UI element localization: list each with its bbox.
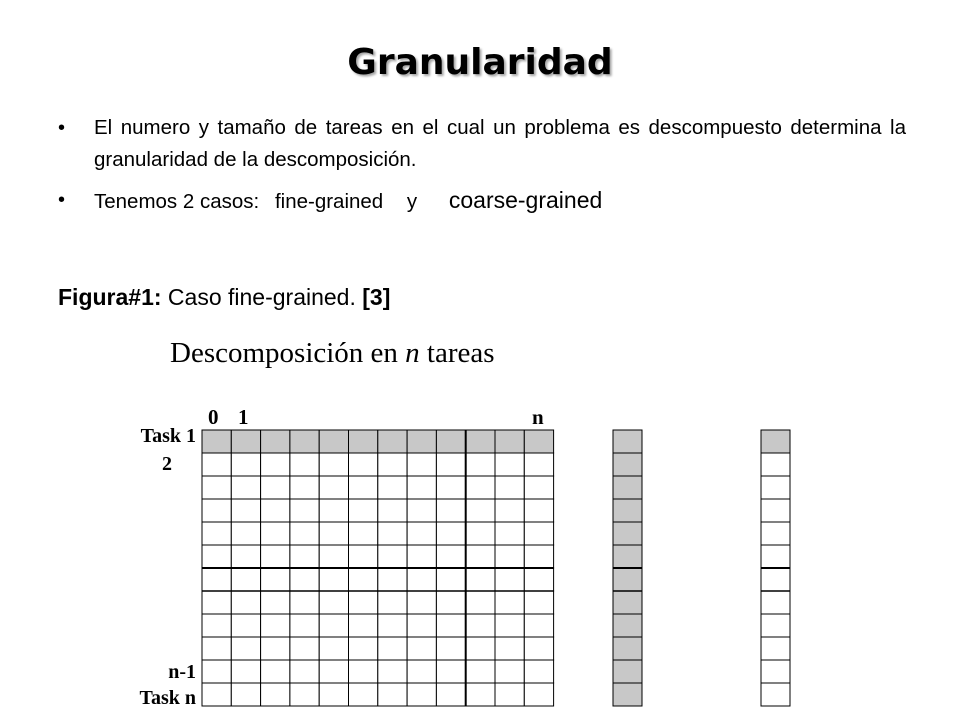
grid-cell: [261, 614, 290, 637]
grid-cell: [524, 591, 553, 614]
grid-cell: [495, 545, 524, 568]
grid-cell: [436, 637, 465, 660]
grid-cell: [290, 476, 319, 499]
column-cell: [761, 453, 790, 476]
col-label-0: 0: [208, 405, 219, 429]
figure-heading-prefix: Descomposición en: [170, 337, 406, 369]
case-fine-grained: fine-grained: [274, 190, 384, 213]
grid-cell: [436, 683, 465, 706]
grid-cell: [319, 637, 348, 660]
grid-cell: [436, 545, 465, 568]
grid-cell: [290, 499, 319, 522]
bullet-cases: [58, 184, 906, 218]
grid-cell: [319, 476, 348, 499]
grid-cell: [231, 660, 260, 683]
figure-caption: [58, 284, 390, 311]
grid-cell: [378, 660, 407, 683]
grid-cell: [349, 683, 378, 706]
grid-cell: [495, 453, 524, 476]
grid-cell: [319, 453, 348, 476]
grid-cell: [349, 453, 378, 476]
grid-cell: [290, 568, 319, 591]
grid-cell: [524, 545, 553, 568]
grid-cell: [524, 476, 553, 499]
grid-cell: [466, 683, 495, 706]
grid-cell: [466, 453, 495, 476]
grid-cell: [290, 430, 319, 453]
bullet-list: [58, 112, 906, 226]
grid-cell: [202, 545, 231, 568]
grid-cell: [407, 545, 436, 568]
grid-cell: [290, 545, 319, 568]
grid-cell: [407, 637, 436, 660]
column-cell: [613, 476, 642, 499]
grid-cell: [349, 545, 378, 568]
grid-cell: [261, 660, 290, 683]
figure-heading-var: n: [405, 337, 420, 369]
grid-cell: [436, 660, 465, 683]
first-task-column: [761, 430, 790, 706]
grid-cell: [261, 499, 290, 522]
grid-cell: [349, 660, 378, 683]
grid-cell: [524, 637, 553, 660]
grid-cell: [407, 476, 436, 499]
grid-cell: [349, 476, 378, 499]
column-cell: [761, 683, 790, 706]
caption-text: Caso fine-grained.: [167, 284, 356, 310]
grid-cell: [407, 568, 436, 591]
caption-label: Figura#1:: [58, 284, 162, 310]
grid-cell: [407, 660, 436, 683]
grid-cell: [466, 637, 495, 660]
grid-cell: [378, 591, 407, 614]
column-cell: [761, 614, 790, 637]
grid-cell: [319, 522, 348, 545]
grid-cell: [319, 545, 348, 568]
grid-cell: [202, 637, 231, 660]
grid-cell: [466, 499, 495, 522]
grid-cell: [231, 545, 260, 568]
grid-cell: [231, 453, 260, 476]
grid-cell: [349, 522, 378, 545]
grid-cell: [349, 637, 378, 660]
grid-cell: [231, 614, 260, 637]
grid-cell: [349, 568, 378, 591]
grid-cell: [202, 660, 231, 683]
cases-conjunction: y: [406, 190, 418, 213]
grid-cell: [202, 614, 231, 637]
column-cell: [761, 499, 790, 522]
grid-cell: [290, 660, 319, 683]
grid-cell: [319, 430, 348, 453]
grid-cell: [436, 476, 465, 499]
grid-cell: [378, 637, 407, 660]
grid-cell: [524, 522, 553, 545]
column-cell: [761, 430, 790, 453]
grid-cell: [407, 499, 436, 522]
grid-cell: [231, 568, 260, 591]
column-cell: [761, 568, 790, 591]
grid-cell: [495, 499, 524, 522]
grid-cell: [466, 591, 495, 614]
column-cell: [613, 591, 642, 614]
grid-cell: [231, 637, 260, 660]
grid-cell: [349, 591, 378, 614]
grid-cell: [466, 660, 495, 683]
column-cell: [761, 522, 790, 545]
grid-cell: [407, 430, 436, 453]
grid-cell: [202, 430, 231, 453]
column-cell: [761, 660, 790, 683]
grid-cell: [202, 453, 231, 476]
column-cell: [613, 568, 642, 591]
row-label-2: 2: [162, 453, 172, 475]
grid-cell: [290, 637, 319, 660]
grid-cell: [378, 499, 407, 522]
grid-cell: [495, 637, 524, 660]
grid-cell: [319, 591, 348, 614]
column-cell: [613, 430, 642, 453]
column-cell: [613, 614, 642, 637]
column-cell: [613, 660, 642, 683]
column-cell: [613, 545, 642, 568]
grid-cell: [261, 545, 290, 568]
grid-cell: [231, 499, 260, 522]
grid-cell: [436, 522, 465, 545]
cases-prefix: Tenemos 2 casos:: [94, 190, 260, 213]
grid-cell: [231, 522, 260, 545]
grid-cell: [524, 660, 553, 683]
grid-cell: [436, 430, 465, 453]
bullet-granularity: [58, 112, 906, 176]
task-grid: [202, 430, 554, 706]
grid-cell: [495, 683, 524, 706]
grid-cell: [407, 453, 436, 476]
caption-ref: [3]: [362, 284, 391, 310]
grid-cell: [378, 476, 407, 499]
column-cell: [613, 453, 642, 476]
grid-cell: [466, 568, 495, 591]
grid-cell: [290, 522, 319, 545]
slide-title: Granularidad: [347, 42, 613, 83]
grid-cell: [466, 545, 495, 568]
grid-cell: [378, 430, 407, 453]
grid-cell: [202, 591, 231, 614]
grid-cell: [495, 430, 524, 453]
grid-cell: [378, 614, 407, 637]
col-label-1: 1: [238, 405, 249, 429]
column-cell: [761, 476, 790, 499]
grid-cell: [524, 614, 553, 637]
row-label-n-1: n-1: [168, 661, 196, 683]
single-task-column: [613, 430, 642, 706]
grid-cell: [261, 637, 290, 660]
grid-cell: [524, 499, 553, 522]
grid-cell: [495, 568, 524, 591]
grid-cell: [290, 683, 319, 706]
grid-cell: [261, 522, 290, 545]
grid-cell: [261, 430, 290, 453]
grid-cell: [407, 614, 436, 637]
column-cell: [613, 499, 642, 522]
grid-cell: [378, 683, 407, 706]
bullet-dot-icon: •: [58, 189, 66, 211]
grid-cell: [261, 453, 290, 476]
grid-cell: [319, 660, 348, 683]
grid-cell: [495, 476, 524, 499]
column-cell: [613, 637, 642, 660]
grid-cell: [202, 568, 231, 591]
grid-cell: [231, 591, 260, 614]
grid-cell: [436, 499, 465, 522]
grid-cell: [349, 614, 378, 637]
grid-cell: [202, 499, 231, 522]
column-cell: [761, 545, 790, 568]
grid-cell: [290, 614, 319, 637]
grid-cell: [407, 591, 436, 614]
grid-cell: [495, 614, 524, 637]
grid-cell: [349, 499, 378, 522]
grid-cell: [407, 522, 436, 545]
column-cell: [761, 637, 790, 660]
grid-cell: [202, 683, 231, 706]
column-cell: [761, 591, 790, 614]
grid-cell: [231, 430, 260, 453]
row-label-task-1: Task 1: [140, 425, 196, 447]
figure-heading: [170, 337, 495, 369]
decomposition-figure: [0, 320, 960, 720]
grid-cell: [261, 591, 290, 614]
grid-cell: [378, 522, 407, 545]
bullet-text: El numero y tamaño de tareas en el cual un problema es descompuesto determina la granularidad de la descomposición.: [94, 116, 906, 171]
grid-cell: [319, 614, 348, 637]
grid-cell: [436, 614, 465, 637]
column-cell: [613, 522, 642, 545]
grid-cell: [202, 476, 231, 499]
grid-cell: [524, 453, 553, 476]
grid-cell: [466, 476, 495, 499]
grid-cell: [466, 522, 495, 545]
grid-cell: [436, 568, 465, 591]
grid-cell: [466, 430, 495, 453]
grid-cell: [319, 683, 348, 706]
col-label-n: n: [532, 405, 544, 429]
grid-cell: [261, 568, 290, 591]
bullet-dot-icon: •: [58, 117, 66, 139]
grid-cell: [495, 660, 524, 683]
grid-cell: [378, 545, 407, 568]
grid-cell: [524, 430, 553, 453]
grid-cell: [290, 453, 319, 476]
grid-cell: [231, 683, 260, 706]
grid-cell: [261, 476, 290, 499]
grid-cell: [378, 568, 407, 591]
grid-cell: [378, 453, 407, 476]
case-coarse-grained: coarse-grained: [448, 187, 603, 213]
grid-cell: [524, 568, 553, 591]
grid-cell: [436, 453, 465, 476]
grid-cell: [319, 568, 348, 591]
grid-cell: [407, 683, 436, 706]
grid-cell: [202, 522, 231, 545]
grid-cell: [231, 476, 260, 499]
grid-cell: [290, 591, 319, 614]
column-cell: [613, 683, 642, 706]
grid-cell: [261, 683, 290, 706]
grid-cell: [349, 430, 378, 453]
row-label-task-n: Task n: [139, 687, 196, 709]
grid-cell: [466, 614, 495, 637]
grid-cell: [436, 591, 465, 614]
grid-cell: [524, 683, 553, 706]
grid-cell: [319, 499, 348, 522]
grid-cell: [495, 591, 524, 614]
figure-heading-suffix: tareas: [419, 337, 495, 369]
grid-cell: [495, 522, 524, 545]
